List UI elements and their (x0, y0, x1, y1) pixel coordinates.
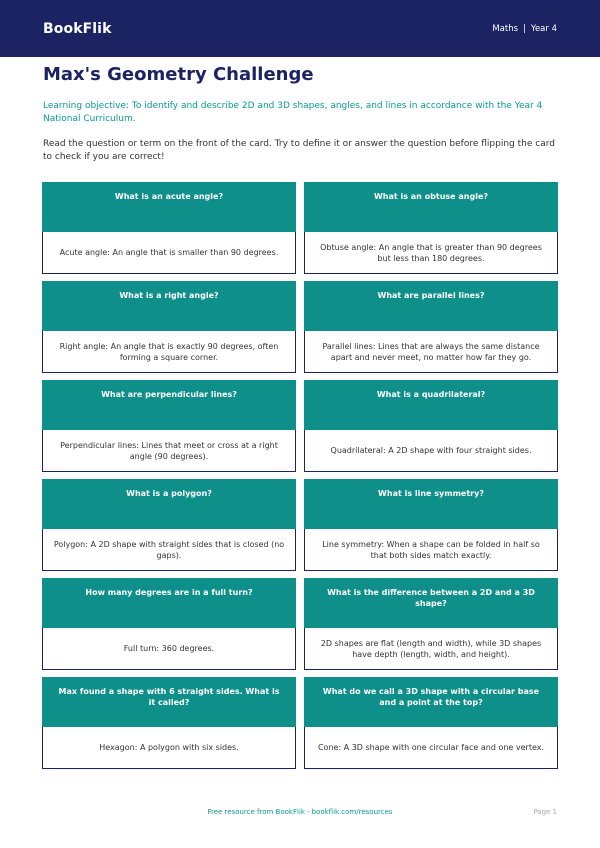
flashcard-question: What is a right angle? (42, 281, 296, 331)
page-number: Page 1 (533, 808, 557, 816)
flashcard-answer: Obtuse angle: An angle that is greater than 90 degrees but less than 180 degrees. (304, 232, 558, 274)
flashcard-question: How many degrees are in a full turn? (42, 578, 296, 628)
flashcard-question: What are perpendicular lines? (42, 380, 296, 430)
flashcard-answer: 2D shapes are flat (length and width), while 3D shapes have depth (length, width, and height). (304, 628, 558, 670)
flashcard[interactable] (42, 281, 296, 373)
flashcard-answer: Cone: A 3D shape with one circular face and one vertex. (304, 727, 558, 769)
flashcard-answer: Line symmetry: When a shape can be folded in half so that both sides match exactly. (304, 529, 558, 571)
flashcard[interactable] (304, 380, 558, 472)
flashcard-answer: Full turn: 360 degrees. (42, 628, 296, 670)
flashcard[interactable] (304, 281, 558, 373)
page-title: Max's Geometry Challenge (43, 64, 314, 85)
flashcard-answer: Right angle: An angle that is exactly 90 degrees, often forming a square corner. (42, 331, 296, 373)
flashcard[interactable] (304, 182, 558, 274)
flashcard-question: What is an acute angle? (42, 182, 296, 232)
flashcard-question: What is a polygon? (42, 479, 296, 529)
flashcard[interactable] (304, 479, 558, 571)
flashcard-question: What is an obtuse angle? (304, 182, 558, 232)
flashcard-question: What is line symmetry? (304, 479, 558, 529)
flashcard-question: What is the difference between a 2D and a 3D shape? (304, 578, 558, 628)
instructions: Read the question or term on the front of the card. Try to define it or answer the question before flipping the card to check if you are correct! (43, 139, 555, 162)
flashcard-answer: Acute angle: An angle that is smaller than 90 degrees. (42, 232, 296, 274)
breadcrumb (492, 24, 557, 34)
flashcard[interactable] (42, 182, 296, 274)
flashcard[interactable] (304, 677, 558, 769)
flashcard-answer: Polygon: A 2D shape with straight sides that is closed (no gaps). (42, 529, 296, 571)
flashcard-grid (42, 182, 558, 769)
brand-logo[interactable]: BookFlik (43, 20, 112, 37)
flashcard-question: What are parallel lines? (304, 281, 558, 331)
flashcard[interactable] (42, 578, 296, 670)
flashcard[interactable] (42, 380, 296, 472)
flashcard-answer: Hexagon: A polygon with six sides. (42, 727, 296, 769)
flashcard[interactable] (42, 677, 296, 769)
flashcard-question: Max found a shape with 6 straight sides. What is it called? (42, 677, 296, 727)
flashcard[interactable] (304, 578, 558, 670)
breadcrumb-year[interactable]: Year 4 (530, 23, 557, 34)
flashcard-answer: Perpendicular lines: Lines that meet or cross at a right angle (90 degrees). (42, 430, 296, 472)
flashcard-question: What is a quadrilateral? (304, 380, 558, 430)
flashcard[interactable] (42, 479, 296, 571)
flashcard-answer: Parallel lines: Lines that are always the same distance apart and never meet, no matter how far they go. (304, 331, 558, 373)
flashcard-answer: Quadrilateral: A 2D shape with four straight sides. (304, 430, 558, 472)
footer-link[interactable]: Free resource from BookFlik · bookflik.com/resources (207, 808, 393, 816)
header-bar (0, 0, 600, 57)
learning-objective: Learning objective: To identify and describe 2D and 3D shapes, angles, and lines in accordance with the Year 4 National Curriculum. (43, 101, 543, 124)
breadcrumb-separator: | (523, 23, 526, 34)
flashcard-question: What do we call a 3D shape with a circular base and a point at the top? (304, 677, 558, 727)
breadcrumb-subject[interactable]: Maths (492, 23, 519, 34)
